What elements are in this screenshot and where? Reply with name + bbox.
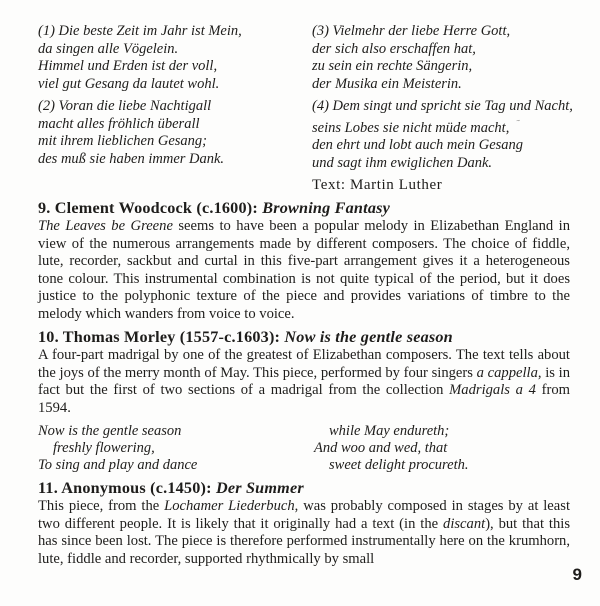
- section-heading: [38, 479, 570, 498]
- verse-line: To sing and play and dance: [38, 457, 198, 473]
- section-body: [38, 498, 570, 568]
- verse-line: And woo and wed, that: [314, 440, 448, 456]
- verse-line: der Musika ein Meisterin.: [312, 75, 462, 92]
- stanza-2: [38, 98, 312, 168]
- body-text-segment: discant: [443, 515, 486, 532]
- body-text-segment: The Leaves be Greene: [38, 218, 173, 234]
- section-heading-label: 9. Clement Woodcock (c.1600):: [38, 199, 263, 217]
- section-body: [38, 218, 570, 323]
- section-heading-label: 10. Thomas Morley (1557-c.1603):: [38, 328, 285, 346]
- verse-line: (3) Vielmehr der liebe Herre Gott,: [312, 23, 511, 39]
- body-text-segment: from 1594.: [38, 382, 570, 416]
- text-credit: Text: Martin Luther: [312, 177, 443, 193]
- morley-verse-right: [314, 423, 570, 474]
- verse-line: [312, 116, 573, 138]
- verse-line: zu sein ein rechte Sängerin,: [312, 58, 473, 74]
- verse-line: des muß sie haben immer Dank.: [38, 150, 225, 167]
- body-text-segment: Madrigals a 4: [449, 382, 536, 398]
- section-heading-title: Browning Fantasy: [262, 199, 391, 217]
- section-anonymous: [38, 479, 570, 568]
- section-morley: [38, 328, 570, 474]
- body-text-segment: This piece, from the: [38, 498, 165, 514]
- verse-line: while May endureth;: [329, 423, 450, 439]
- section-heading: [38, 328, 570, 347]
- verse-line: (4) Dem singt und spricht sie Tag und Nacht,: [312, 98, 573, 114]
- verse-line: der sich also erschaffen hat,: [312, 40, 476, 57]
- morley-verse-left: [38, 423, 314, 474]
- verse-line: Now is the gentle season: [38, 423, 182, 439]
- section-heading-title: Der Summer: [215, 479, 304, 497]
- verse-column-right: [312, 23, 573, 194]
- verse-column-left: [38, 23, 312, 194]
- body-text-segment: a cappella: [476, 364, 538, 381]
- section-woodcock: [38, 199, 570, 323]
- verse-line: (1) Die beste Zeit im Jahr ist Mein,: [38, 23, 242, 39]
- morley-verse-block: [38, 423, 570, 474]
- verse-line: sweet delight procureth.: [329, 457, 469, 473]
- verse-line-text: seins Lobes sie nicht müde macht,: [312, 119, 510, 136]
- body-text-segment: Lochamer Liederbuch: [164, 498, 295, 514]
- stanza-1: [38, 23, 312, 93]
- luther-verse-block: [38, 23, 573, 194]
- section-heading: [38, 199, 570, 218]
- section-heading-label: 11. Anonymous (c.1450):: [38, 479, 216, 497]
- verse-line: den ehrt und lobt auch mein Gesang: [312, 137, 524, 153]
- verse-line: da singen alle Vögelein.: [38, 40, 179, 57]
- body-text-segment: seems to have been a popular melody in Elizabethan England in view of the numerous arrangements made by different composers. The choice of fiddle, lute, recorder, sackbut and curtal in this five-part arrangement gives it a heterogeneous tone colour. This instrumental combination is not quite typical of the period, but it does justice to the polyphonic texture of the piece and provides variations of timbre to the melody which wanders from voice to voice.: [38, 218, 570, 322]
- print-artifact-mark: ˜: [516, 117, 521, 130]
- body-text-segment: , was probably composed in stages by at least two different people. It is likely that it originally had a text (in the: [38, 498, 570, 532]
- section-body: [38, 347, 570, 417]
- verse-line: macht alles fröhlich überall: [38, 115, 200, 132]
- section-heading-title: Now is the gentle season: [284, 328, 453, 346]
- verse-line: mit ihrem lieblichen Gesang;: [38, 133, 207, 149]
- body-text-segment: , is in fact but the first of two sections of a madrigal from the collection: [38, 364, 570, 398]
- stanza-3: [312, 23, 573, 93]
- verse-line: freshly flowering,: [53, 440, 155, 456]
- page-number: 9: [572, 565, 582, 584]
- verse-line: (2) Voran die liebe Nachtigall: [38, 98, 212, 114]
- verse-line: und sagt ihm ewiglichen Dank.: [312, 154, 493, 171]
- stanza-4: [312, 98, 573, 172]
- verse-line: Himmel und Erden ist der voll,: [38, 58, 218, 74]
- verse-line: viel gut Gesang da lautet wohl.: [38, 75, 220, 92]
- body-text-segment: ), but that this has since been lost. The piece is therefore performed instrumentally here on the krumhorn, lute, fiddle and recorder, supported rhythmically by small: [38, 515, 570, 567]
- body-text-segment: A four-part madrigal by one of the greatest of Elizabethan composers. The text tells about the joys of the merry month of May. This piece, performed by four singers: [38, 347, 570, 381]
